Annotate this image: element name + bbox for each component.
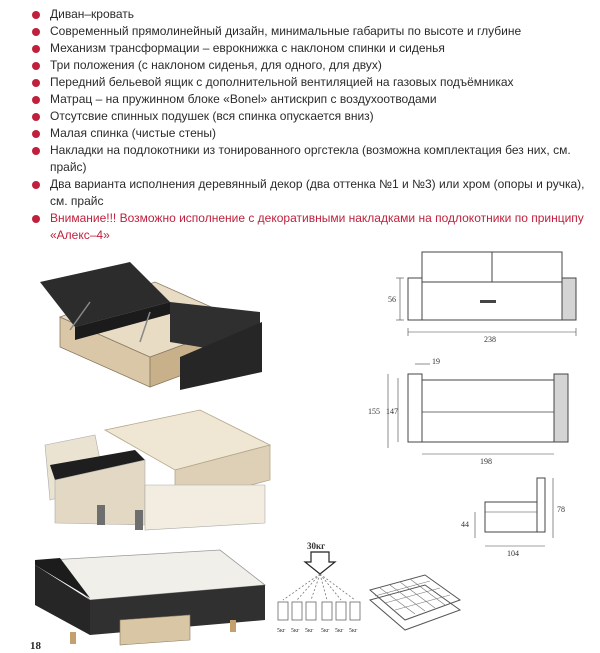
bullet-dot-icon bbox=[32, 28, 40, 36]
sofa-photo-bed-unfolded bbox=[30, 540, 270, 650]
bullet-dot-icon bbox=[32, 96, 40, 104]
top-view-diagram bbox=[360, 352, 590, 467]
feature-text: Два варианта исполнения деревянный декор (два оттенка №1 и №3) или хром (опоры и ручка), см. прайс bbox=[50, 177, 585, 208]
feature-item bbox=[30, 176, 590, 210]
feature-item bbox=[30, 74, 590, 91]
bullet-dot-icon bbox=[32, 181, 40, 189]
front-height-label: 56 bbox=[388, 295, 396, 304]
inner-width-label: 198 bbox=[480, 457, 492, 466]
side-view-diagram bbox=[455, 472, 585, 562]
bullet-dot-icon bbox=[32, 79, 40, 87]
front-width-label: 238 bbox=[484, 335, 496, 344]
arm-width-label: 19 bbox=[432, 357, 440, 366]
feature-text: Современный прямолинейный дизайн, минимальные габариты по высоте и глубине bbox=[50, 24, 522, 38]
bullet-dot-icon bbox=[32, 113, 40, 121]
bullet-dot-icon bbox=[32, 147, 40, 155]
bullet-dot-icon bbox=[32, 215, 40, 223]
bullet-dot-icon bbox=[32, 130, 40, 138]
spring-block-illustration bbox=[365, 570, 465, 640]
side-depth-label: 104 bbox=[507, 549, 519, 558]
spring-load-label: 5кг bbox=[335, 628, 344, 634]
feature-item bbox=[30, 91, 590, 108]
feature-item bbox=[30, 57, 590, 74]
spring-load-label: 5кг bbox=[305, 628, 314, 634]
page-number: 18 bbox=[30, 640, 41, 652]
bullet-dot-icon bbox=[32, 62, 40, 70]
feature-item-alert bbox=[30, 210, 590, 244]
feature-item bbox=[30, 125, 590, 142]
feature-text: Отсутсвие спинных подушек (вся спинка опускается вниз) bbox=[50, 109, 374, 123]
feature-text: Внимание!!! Возможно исполнение с декоративными накладками на подлокотники по принципу «Алекс–4» bbox=[50, 211, 584, 242]
spring-load-label: 5кг bbox=[321, 628, 330, 634]
feature-list bbox=[30, 6, 590, 244]
feature-item bbox=[30, 6, 590, 23]
side-height-label: 78 bbox=[557, 505, 565, 514]
feature-item bbox=[30, 108, 590, 125]
load-label: 30кг bbox=[307, 541, 326, 551]
spring-load-label: 5кг bbox=[291, 628, 300, 634]
feature-text: Три положения (с наклоном сиденья, для одного, для двух) bbox=[50, 58, 382, 72]
spring-load-label: 5кг bbox=[277, 628, 286, 634]
feature-text: Накладки на подлокотники из тонированного оргстекла (возможна комплектация без них, см. прайс) bbox=[50, 143, 571, 174]
feature-item bbox=[30, 40, 590, 57]
bullet-dot-icon bbox=[32, 45, 40, 53]
feature-text: Передний бельевой ящик с дополнительной вентиляцией на газовых подъёмниках bbox=[50, 75, 514, 89]
feature-text: Матрац – на пружинном блоке «Bonel» антискрип с воздухоотводами bbox=[50, 92, 437, 106]
spring-load-diagram bbox=[275, 540, 365, 640]
seat-height-label: 44 bbox=[461, 520, 469, 529]
bullet-dot-icon bbox=[32, 11, 40, 19]
feature-text: Механизм трансформации – еврокнижка с наклоном спинки и сиденья bbox=[50, 41, 445, 55]
spring-load-label: 5кг bbox=[349, 628, 358, 634]
feature-item bbox=[30, 23, 590, 40]
inner-depth-label: 147 bbox=[386, 407, 398, 416]
feature-item bbox=[30, 142, 590, 176]
sofa-photo-chrome-version bbox=[35, 405, 275, 535]
feature-text: Малая спинка (чистые стены) bbox=[50, 126, 217, 140]
front-view-diagram bbox=[380, 240, 590, 350]
sofa-photo-storage-open bbox=[30, 262, 270, 397]
outer-depth-label: 155 bbox=[368, 407, 380, 416]
feature-text: Диван–кровать bbox=[50, 7, 135, 21]
